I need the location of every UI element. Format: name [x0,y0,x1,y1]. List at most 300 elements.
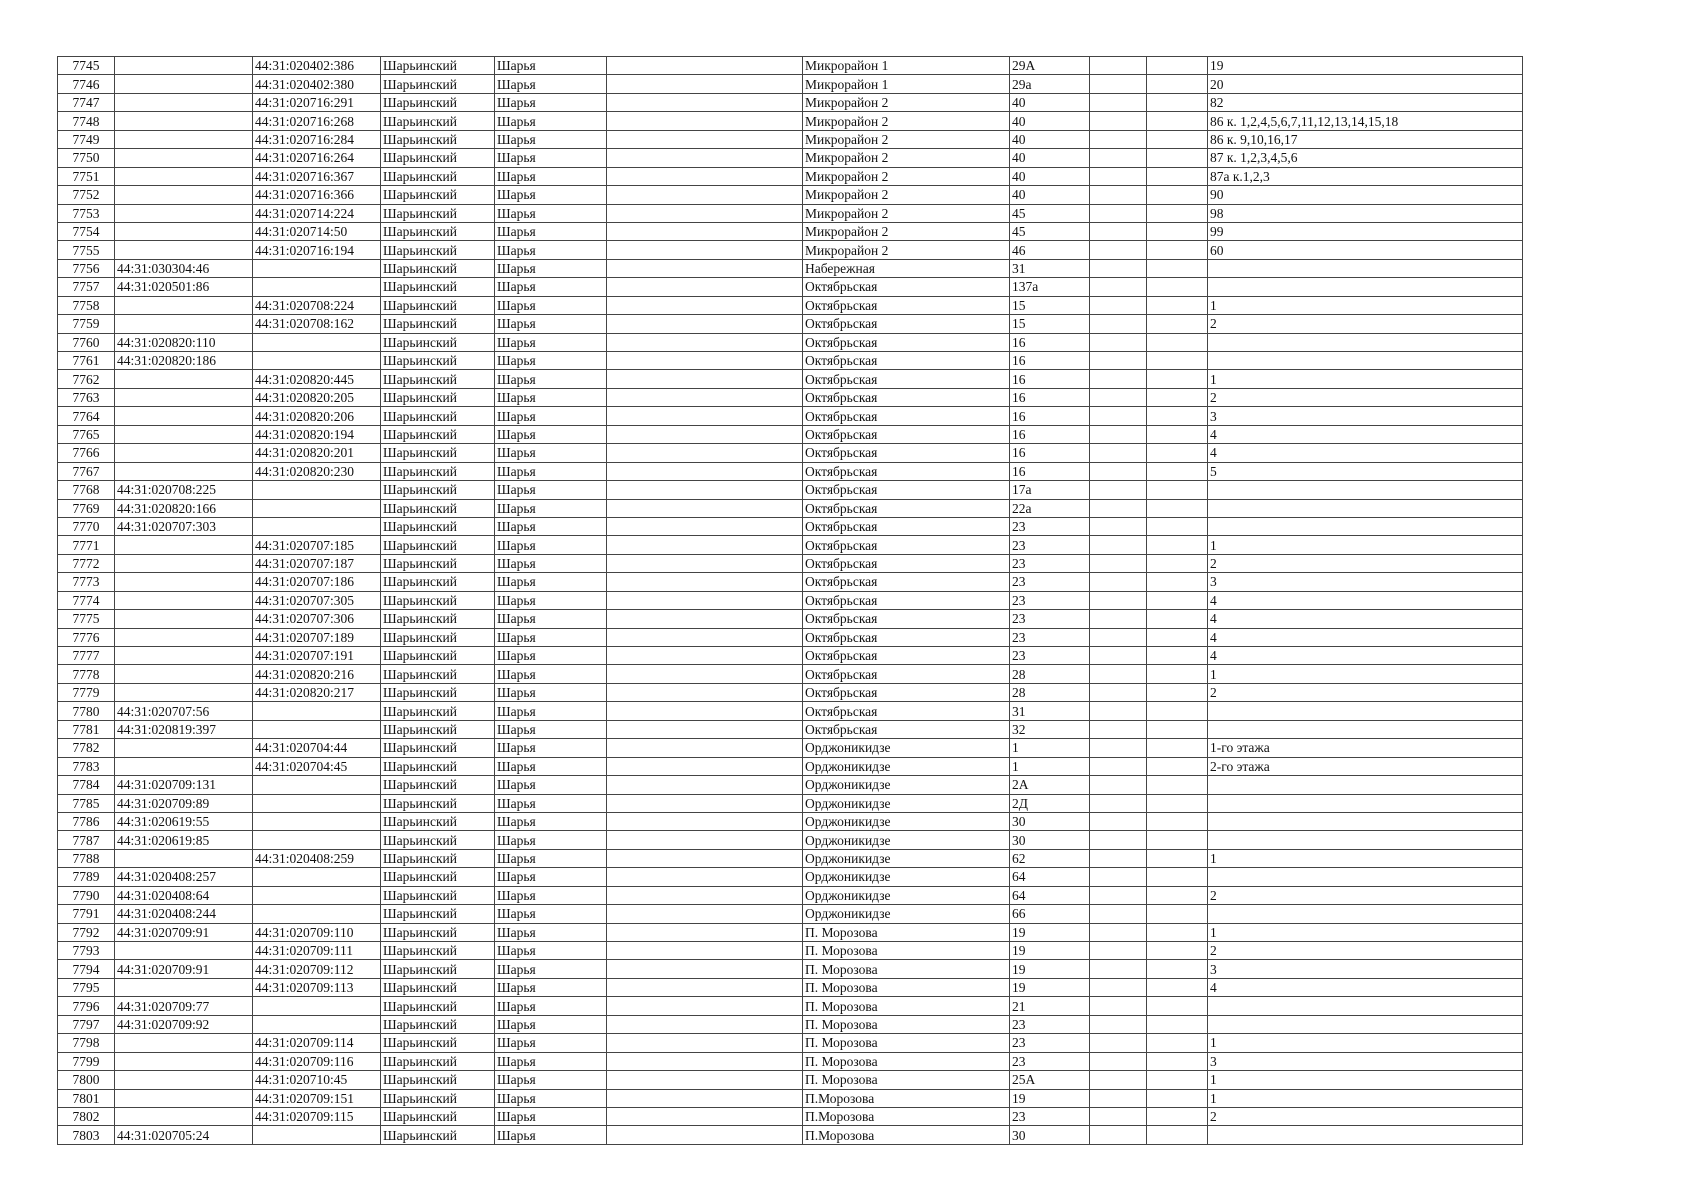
empty-cell [1147,1071,1208,1089]
building-cadastral-number-cell: 44:31:020501:86 [115,278,253,296]
table-row [58,241,1523,259]
apartment-cell: 5 [1208,462,1523,480]
empty-cell [1090,683,1147,701]
district-cell: Шарьинский [381,388,495,406]
row-number-cell: 7774 [58,591,115,609]
premises-cadastral-number-cell [253,481,381,499]
empty-cell [1147,112,1208,130]
city-cell: Шарья [495,352,607,370]
empty-cell [1090,499,1147,517]
empty-cell [1147,241,1208,259]
table-body [58,57,1523,1145]
table-row [58,204,1523,222]
street-cell: П. Морозова [803,923,1010,941]
table-row [58,978,1523,996]
row-number-cell: 7750 [58,149,115,167]
apartment-cell: 87а к.1,2,3 [1208,167,1523,185]
empty-cell [1090,739,1147,757]
house-number-cell: 19 [1010,960,1090,978]
empty-cell [1090,241,1147,259]
apartment-cell [1208,517,1523,535]
city-cell: Шарья [495,1089,607,1107]
city-cell: Шарья [495,978,607,996]
street-cell: П.Морозова [803,1107,1010,1125]
house-number-cell: 29а [1010,75,1090,93]
row-number-cell: 7767 [58,462,115,480]
empty-cell [607,315,803,333]
empty-cell [1090,886,1147,904]
building-cadastral-number-cell: 44:31:020708:225 [115,481,253,499]
apartment-cell: 1 [1208,665,1523,683]
premises-cadastral-number-cell: 44:31:020820:201 [253,444,381,462]
premises-cadastral-number-cell: 44:31:020716:268 [253,112,381,130]
building-cadastral-number-cell [115,296,253,314]
building-cadastral-number-cell [115,757,253,775]
street-cell: Октябрьская [803,720,1010,738]
empty-cell [1147,425,1208,443]
street-cell: Октябрьская [803,444,1010,462]
district-cell: Шарьинский [381,868,495,886]
apartment-cell: 3 [1208,960,1523,978]
house-number-cell: 19 [1010,1089,1090,1107]
empty-cell [607,886,803,904]
empty-cell [1147,204,1208,222]
building-cadastral-number-cell: 44:31:020705:24 [115,1126,253,1144]
empty-cell [1090,370,1147,388]
city-cell: Шарья [495,776,607,794]
table-row [58,315,1523,333]
street-cell: Октябрьская [803,388,1010,406]
building-cadastral-number-cell [115,462,253,480]
empty-cell [1147,997,1208,1015]
building-cadastral-number-cell [115,610,253,628]
empty-cell [1147,278,1208,296]
premises-cadastral-number-cell [253,278,381,296]
district-cell: Шарьинский [381,370,495,388]
empty-cell [607,573,803,591]
apartment-cell [1208,776,1523,794]
building-cadastral-number-cell [115,628,253,646]
row-number-cell: 7765 [58,425,115,443]
table-row [58,388,1523,406]
city-cell: Шарья [495,702,607,720]
table-row [58,517,1523,535]
empty-cell [607,370,803,388]
empty-cell [1090,1071,1147,1089]
premises-cadastral-number-cell: 44:31:020704:44 [253,739,381,757]
house-number-cell: 31 [1010,702,1090,720]
premises-cadastral-number-cell [253,333,381,351]
row-number-cell: 7781 [58,720,115,738]
city-cell: Шарья [495,222,607,240]
empty-cell [1147,1015,1208,1033]
table-row [58,960,1523,978]
premises-cadastral-number-cell [253,517,381,535]
table-row [58,1107,1523,1125]
street-cell: П. Морозова [803,997,1010,1015]
row-number-cell: 7752 [58,186,115,204]
row-number-cell: 7803 [58,1126,115,1144]
row-number-cell: 7789 [58,868,115,886]
house-number-cell: 16 [1010,388,1090,406]
premises-cadastral-number-cell [253,886,381,904]
row-number-cell: 7788 [58,849,115,867]
row-number-cell: 7754 [58,222,115,240]
apartment-cell: 86 к. 1,2,4,5,6,7,11,12,13,14,15,18 [1208,112,1523,130]
apartment-cell: 2 [1208,942,1523,960]
premises-cadastral-number-cell: 44:31:020408:259 [253,849,381,867]
row-number-cell: 7758 [58,296,115,314]
building-cadastral-number-cell [115,93,253,111]
empty-cell [1090,536,1147,554]
city-cell: Шарья [495,683,607,701]
empty-cell [1090,1107,1147,1125]
row-number-cell: 7745 [58,57,115,75]
street-cell: Октябрьская [803,462,1010,480]
row-number-cell: 7782 [58,739,115,757]
apartment-cell: 4 [1208,444,1523,462]
building-cadastral-number-cell: 44:31:020709:92 [115,1015,253,1033]
premises-cadastral-number-cell [253,812,381,830]
empty-cell [607,278,803,296]
city-cell: Шарья [495,130,607,148]
district-cell: Шарьинский [381,1126,495,1144]
district-cell: Шарьинский [381,978,495,996]
row-number-cell: 7771 [58,536,115,554]
empty-cell [607,794,803,812]
street-cell: Микрорайон 2 [803,149,1010,167]
empty-cell [1147,628,1208,646]
district-cell: Шарьинский [381,333,495,351]
empty-cell [607,75,803,93]
empty-cell [1090,923,1147,941]
empty-cell [1147,57,1208,75]
house-number-cell: 137а [1010,278,1090,296]
district-cell: Шарьинский [381,960,495,978]
city-cell: Шарья [495,149,607,167]
table-row [58,167,1523,185]
empty-cell [1147,222,1208,240]
premises-cadastral-number-cell: 44:31:020707:306 [253,610,381,628]
district-cell: Шарьинский [381,997,495,1015]
premises-cadastral-number-cell: 44:31:020709:111 [253,942,381,960]
house-number-cell: 17а [1010,481,1090,499]
empty-cell [1147,776,1208,794]
apartment-cell: 2 [1208,886,1523,904]
city-cell: Шарья [495,259,607,277]
street-cell: Октябрьская [803,647,1010,665]
street-cell: П. Морозова [803,960,1010,978]
empty-cell [1147,444,1208,462]
row-number-cell: 7793 [58,942,115,960]
empty-cell [1147,407,1208,425]
empty-cell [1147,499,1208,517]
row-number-cell: 7791 [58,905,115,923]
empty-cell [607,444,803,462]
premises-cadastral-number-cell: 44:31:020709:116 [253,1052,381,1070]
premises-cadastral-number-cell: 44:31:020709:112 [253,960,381,978]
table-row [58,831,1523,849]
empty-cell [1147,93,1208,111]
empty-cell [1147,757,1208,775]
table-row [58,1071,1523,1089]
district-cell: Шарьинский [381,1071,495,1089]
city-cell: Шарья [495,462,607,480]
empty-cell [1147,481,1208,499]
district-cell: Шарьинский [381,407,495,425]
building-cadastral-number-cell: 44:31:020820:186 [115,352,253,370]
empty-cell [607,628,803,646]
premises-cadastral-number-cell: 44:31:020820:230 [253,462,381,480]
row-number-cell: 7749 [58,130,115,148]
building-cadastral-number-cell [115,370,253,388]
street-cell: Микрорайон 2 [803,222,1010,240]
row-number-cell: 7792 [58,923,115,941]
building-cadastral-number-cell [115,554,253,572]
empty-cell [1090,315,1147,333]
street-cell: П. Морозова [803,1071,1010,1089]
empty-cell [607,831,803,849]
premises-cadastral-number-cell: 44:31:020708:224 [253,296,381,314]
empty-cell [1147,610,1208,628]
city-cell: Шарья [495,517,607,535]
city-cell: Шарья [495,241,607,259]
district-cell: Шарьинский [381,75,495,93]
empty-cell [1147,352,1208,370]
empty-cell [1147,720,1208,738]
house-number-cell: 23 [1010,1034,1090,1052]
empty-cell [607,1107,803,1125]
district-cell: Шарьинский [381,739,495,757]
table-row [58,296,1523,314]
empty-cell [1090,628,1147,646]
table-row [58,352,1523,370]
empty-cell [1147,573,1208,591]
street-cell: Октябрьская [803,554,1010,572]
apartment-cell: 82 [1208,93,1523,111]
building-cadastral-number-cell [115,1089,253,1107]
city-cell: Шарья [495,849,607,867]
empty-cell [1090,573,1147,591]
building-cadastral-number-cell [115,942,253,960]
empty-cell [1090,1089,1147,1107]
city-cell: Шарья [495,554,607,572]
house-number-cell: 22а [1010,499,1090,517]
premises-cadastral-number-cell: 44:31:020710:45 [253,1071,381,1089]
house-number-cell: 23 [1010,591,1090,609]
row-number-cell: 7783 [58,757,115,775]
house-number-cell: 19 [1010,942,1090,960]
empty-cell [1147,186,1208,204]
street-cell: Орджоникидзе [803,868,1010,886]
empty-cell [607,849,803,867]
row-number-cell: 7756 [58,259,115,277]
district-cell: Шарьинский [381,683,495,701]
empty-cell [1090,149,1147,167]
table-row [58,407,1523,425]
empty-cell [607,776,803,794]
apartment-cell: 86 к. 9,10,16,17 [1208,130,1523,148]
city-cell: Шарья [495,942,607,960]
house-number-cell: 23 [1010,1015,1090,1033]
house-number-cell: 45 [1010,204,1090,222]
premises-cadastral-number-cell: 44:31:020707:191 [253,647,381,665]
apartment-cell: 4 [1208,647,1523,665]
empty-cell [607,720,803,738]
apartment-cell [1208,702,1523,720]
city-cell: Шарья [495,370,607,388]
street-cell: Октябрьская [803,665,1010,683]
street-cell: Октябрьская [803,683,1010,701]
empty-cell [607,1126,803,1144]
street-cell: Октябрьская [803,407,1010,425]
apartment-cell [1208,905,1523,923]
apartment-cell: 2 [1208,1107,1523,1125]
house-number-cell: 2А [1010,776,1090,794]
empty-cell [1090,444,1147,462]
empty-cell [607,130,803,148]
district-cell: Шарьинский [381,720,495,738]
empty-cell [1090,997,1147,1015]
empty-cell [1147,665,1208,683]
empty-cell [1147,739,1208,757]
table-row [58,665,1523,683]
address-table [57,56,1523,1145]
empty-cell [607,683,803,701]
premises-cadastral-number-cell: 44:31:020716:367 [253,167,381,185]
empty-cell [1090,186,1147,204]
city-cell: Шарья [495,1052,607,1070]
empty-cell [1090,665,1147,683]
street-cell: Орджоникидзе [803,812,1010,830]
premises-cadastral-number-cell [253,702,381,720]
house-number-cell: 29А [1010,57,1090,75]
house-number-cell: 23 [1010,610,1090,628]
house-number-cell: 16 [1010,407,1090,425]
building-cadastral-number-cell [115,591,253,609]
empty-cell [1147,794,1208,812]
district-cell: Шарьинский [381,259,495,277]
row-number-cell: 7770 [58,517,115,535]
empty-cell [607,905,803,923]
house-number-cell: 23 [1010,628,1090,646]
district-cell: Шарьинский [381,831,495,849]
district-cell: Шарьинский [381,536,495,554]
premises-cadastral-number-cell: 44:31:020704:45 [253,757,381,775]
empty-cell [1090,1034,1147,1052]
city-cell: Шарья [495,388,607,406]
empty-cell [1090,112,1147,130]
row-number-cell: 7784 [58,776,115,794]
empty-cell [607,149,803,167]
empty-cell [607,296,803,314]
empty-cell [1147,370,1208,388]
empty-cell [607,536,803,554]
empty-cell [607,481,803,499]
row-number-cell: 7795 [58,978,115,996]
empty-cell [607,997,803,1015]
premises-cadastral-number-cell [253,868,381,886]
district-cell: Шарьинский [381,425,495,443]
row-number-cell: 7800 [58,1071,115,1089]
table-row [58,776,1523,794]
building-cadastral-number-cell [115,536,253,554]
premises-cadastral-number-cell: 44:31:020714:224 [253,204,381,222]
apartment-cell: 1 [1208,1034,1523,1052]
district-cell: Шарьинский [381,167,495,185]
empty-cell [1090,757,1147,775]
premises-cadastral-number-cell: 44:31:020820:194 [253,425,381,443]
table-row [58,923,1523,941]
empty-cell [607,978,803,996]
district-cell: Шарьинский [381,149,495,167]
city-cell: Шарья [495,333,607,351]
empty-cell [1090,1015,1147,1033]
empty-cell [1147,647,1208,665]
street-cell: П. Морозова [803,942,1010,960]
district-cell: Шарьинский [381,702,495,720]
empty-cell [1147,75,1208,93]
house-number-cell: 19 [1010,923,1090,941]
empty-cell [607,1071,803,1089]
street-cell: Орджоникидзе [803,739,1010,757]
row-number-cell: 7801 [58,1089,115,1107]
row-number-cell: 7797 [58,1015,115,1033]
house-number-cell: 1 [1010,739,1090,757]
empty-cell [1090,868,1147,886]
empty-cell [1147,812,1208,830]
empty-cell [1090,942,1147,960]
district-cell: Шарьинский [381,186,495,204]
apartment-cell: 1 [1208,923,1523,941]
apartment-cell: 1 [1208,370,1523,388]
street-cell: Микрорайон 2 [803,93,1010,111]
street-cell: Октябрьская [803,573,1010,591]
premises-cadastral-number-cell: 44:31:020820:206 [253,407,381,425]
apartment-cell: 20 [1208,75,1523,93]
premises-cadastral-number-cell: 44:31:020820:216 [253,665,381,683]
city-cell: Шарья [495,960,607,978]
street-cell: Микрорайон 2 [803,167,1010,185]
street-cell: П. Морозова [803,1015,1010,1033]
city-cell: Шарья [495,167,607,185]
row-number-cell: 7766 [58,444,115,462]
street-cell: Микрорайон 2 [803,130,1010,148]
apartment-cell [1208,278,1523,296]
street-cell: Набережная [803,259,1010,277]
empty-cell [1090,352,1147,370]
table-row [58,222,1523,240]
street-cell: Микрорайон 2 [803,241,1010,259]
premises-cadastral-number-cell [253,1015,381,1033]
empty-cell [1147,942,1208,960]
premises-cadastral-number-cell [253,1126,381,1144]
district-cell: Шарьинский [381,93,495,111]
house-number-cell: 23 [1010,573,1090,591]
empty-cell [607,1015,803,1033]
premises-cadastral-number-cell: 44:31:020714:50 [253,222,381,240]
premises-cadastral-number-cell: 44:31:020709:115 [253,1107,381,1125]
city-cell: Шарья [495,610,607,628]
premises-cadastral-number-cell: 44:31:020716:194 [253,241,381,259]
apartment-cell: 1 [1208,296,1523,314]
premises-cadastral-number-cell: 44:31:020709:110 [253,923,381,941]
house-number-cell: 64 [1010,886,1090,904]
apartment-cell [1208,259,1523,277]
city-cell: Шарья [495,997,607,1015]
building-cadastral-number-cell [115,222,253,240]
apartment-cell: 19 [1208,57,1523,75]
